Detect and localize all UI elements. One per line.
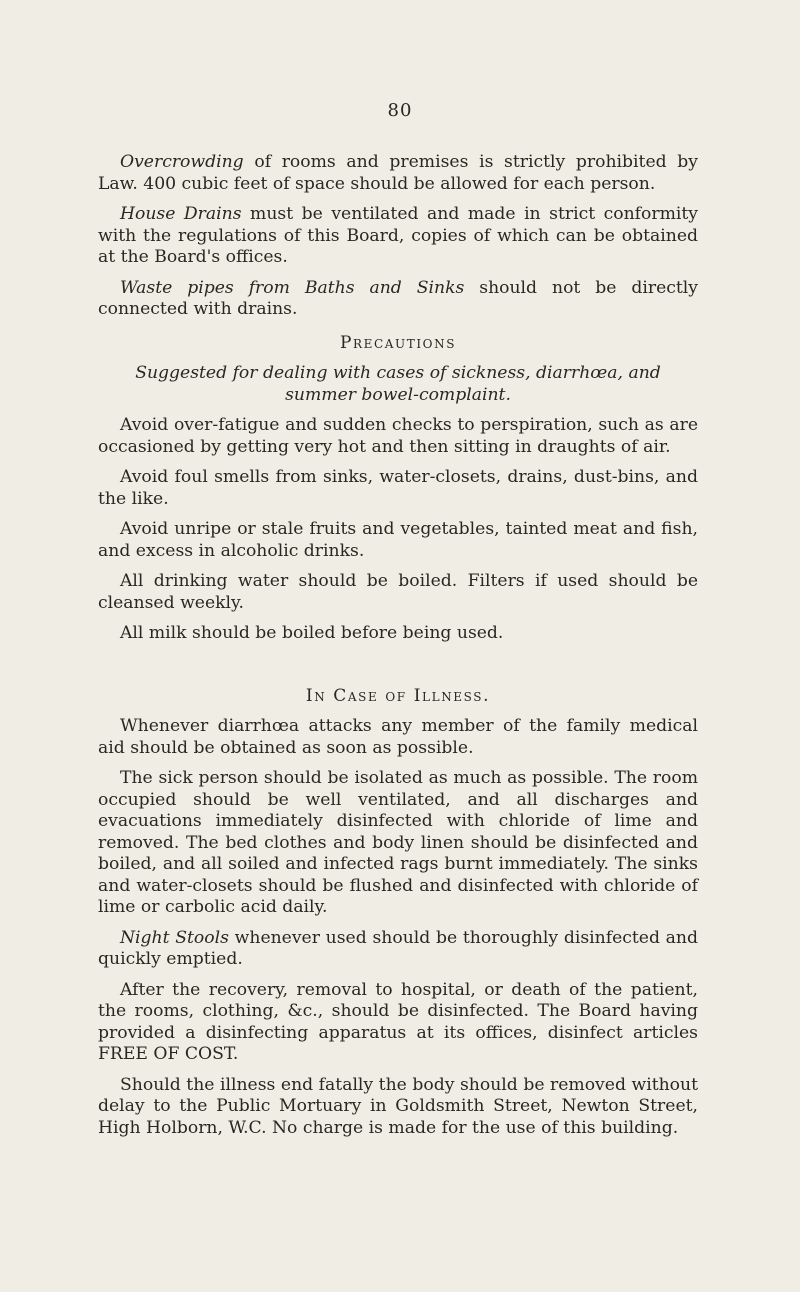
section-spacer xyxy=(98,654,698,674)
precaution-item: Avoid foul smells from sinks, water-closets, drains, dust-bins, and the like. xyxy=(98,467,698,509)
term-night-stools: Night Stools xyxy=(120,927,229,948)
illness-paragraph: Whenever diarrhœa attacks any member of the family medical aid should be obtained as soon as possible. xyxy=(98,716,698,758)
precaution-item: Avoid unripe or stale fruits and vegetables, tainted meat and fish, and excess in alcoholic drinks. xyxy=(98,519,698,561)
term-overcrowding: Overcrowding xyxy=(120,152,244,172)
precaution-item: All drinking water should be boiled. Filters if used should be cleansed weekly. xyxy=(98,571,698,613)
paragraph-waste-pipes: Waste pipes from Baths and Sinks should not be directly connected with drains. xyxy=(98,277,699,319)
term-house-drains: House Drains xyxy=(120,204,242,224)
term-waste-pipes: Waste pipes from Baths and Sinks xyxy=(120,277,465,298)
precaution-item: Avoid over-fatigue and sudden checks to perspiration, such as are occasioned by getting very hot and then sitting in draughts of air. xyxy=(98,415,698,457)
paragraph-overcrowding: Overcrowding of rooms and premises is strictly prohibited by Law. 400 cubic feet of space should be allowed for each person. xyxy=(98,152,698,194)
body-text xyxy=(98,152,698,1148)
illness-paragraph: The sick person should be isolated as much as possible. The room occupied should be well ventilated, and all discharges and evacuations immediately disinfected with chloride of lime and removed. The bed clothes and body linen should be disinfected and boiled, and all soiled and infected rags burnt immediately. The sinks and water-closets should be flushed and disinfected with chloride of lime or carbolic acid daily. xyxy=(98,768,698,917)
page-number: 80 xyxy=(387,100,413,121)
heading-precautions: Precautions xyxy=(339,332,457,353)
precautions-subtitle: Suggested for dealing with cases of sickness, diarrhœa, and summer bowel-complaint. xyxy=(135,363,661,405)
paragraph-house-drains: House Drains must be ventilated and made in strict conformity with the regulations of this Board, copies of which can be obtained at the Board's offices. xyxy=(98,204,698,267)
heading-in-case-of-illness: In Case of Illness. xyxy=(305,685,491,706)
illness-paragraph-night-stools: Night Stools whenever used should be thoroughly disinfected and quickly emptied. xyxy=(98,927,698,969)
illness-paragraph: After the recovery, removal to hospital, or death of the patient, the rooms, clothing, &c., should be disinfected. The Board having provided a disinfecting apparatus at its offices, disinfect articles FREE OF COST. xyxy=(98,979,698,1064)
illness-paragraph: Should the illness end fatally the body should be removed without delay to the Public Mortuary in Goldsmith Street, Newton Street, High Holborn, W.C. No charge is made for the use of this building. xyxy=(98,1074,698,1138)
precaution-item: All milk should be boiled before being used. xyxy=(120,623,504,643)
